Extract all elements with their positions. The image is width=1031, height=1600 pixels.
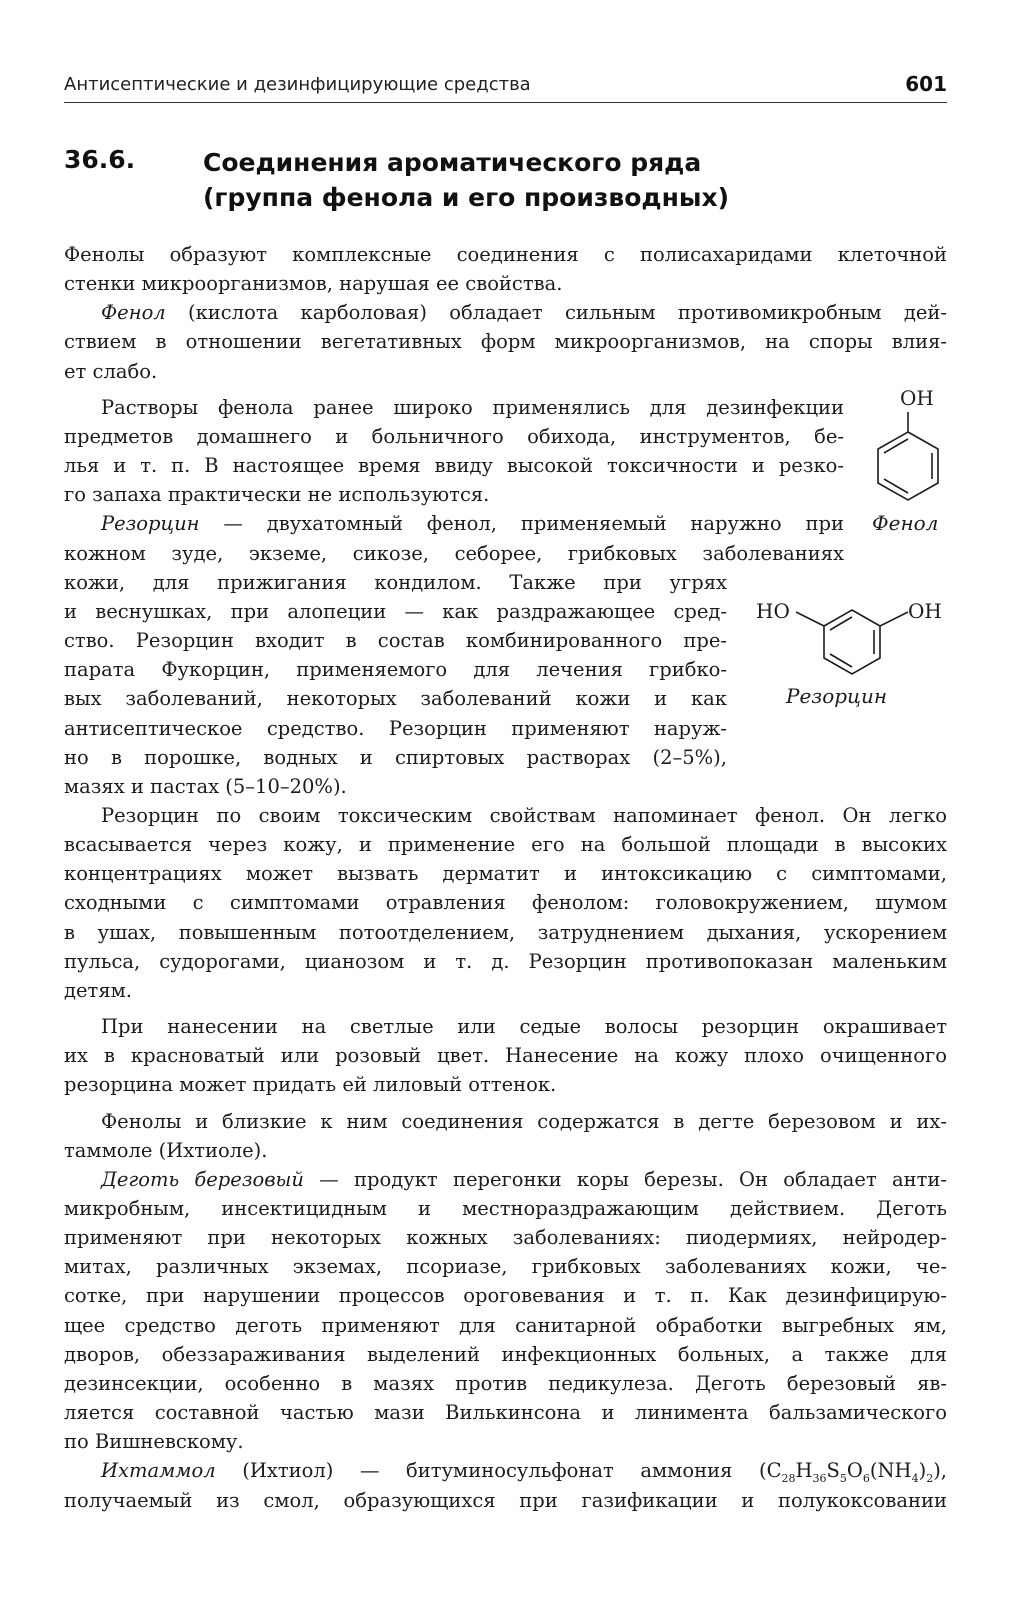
- text-line: пульса, судорогами, цианозом и т. д. Резорцин противопоказан маленьким: [64, 949, 947, 973]
- text-line: Фенолы и близкие к ним соединения содержатся в дегте березовом и их-: [101, 1109, 947, 1133]
- text-line: антисептическое средство. Резорцин применяют наруж-: [64, 716, 727, 740]
- running-header: [64, 72, 947, 103]
- paragraph: [64, 1012, 947, 1099]
- paragraph: [64, 393, 947, 510]
- text-line: ляется составной частью мази Вилькинсона и линимента бальзамического: [64, 1401, 947, 1425]
- body-text: [64, 240, 947, 1515]
- text-line: кожном зуде, экземе, сикозе, себорее, грибковых заболеваниях: [64, 541, 844, 565]
- term-italic: Фенол: [101, 301, 166, 325]
- term-italic: Ихтаммол: [101, 1459, 216, 1483]
- text-line: микробным, инсектицидным и местнораздражающим действием. Деготь: [64, 1197, 947, 1220]
- text-line: сходными с симптомами отравления фенолом: головокружением, шумом: [64, 891, 947, 915]
- text-line: Резорцин по своим токсическим свойствам напоминает фенол. Он легко: [101, 803, 947, 827]
- text-line: лья и т. п. В настоящее время ввиду высокой токсичности и резко-: [64, 454, 844, 478]
- paragraph: [64, 1456, 947, 1514]
- paragraph: [64, 1107, 947, 1165]
- text-line: [64, 1165, 947, 1194]
- text-line: вых заболеваний, некоторых заболеваний кожи и как: [64, 687, 727, 711]
- paragraph: [64, 1165, 947, 1457]
- text-line: всасывается через кожу, и применение его на большой площади в высоких: [64, 833, 947, 857]
- text-line: щее средство деготь применяют для санитарной обработки выгребных ям,: [64, 1313, 947, 1337]
- text-run: (кислота карболовая) обладает сильным противомикробным дей-: [165, 301, 947, 325]
- text-line: детям.: [64, 978, 133, 1002]
- text-line: кожи, для прижигания кондилом. Также при угрях: [64, 570, 727, 594]
- text-line: Растворы фенола ранее широко применялись для дезинфекции: [101, 395, 844, 419]
- paragraph: [64, 298, 947, 385]
- page-number: 601: [905, 72, 947, 96]
- text-line: стенки микроорганизмов, нарушая ее свойства.: [64, 272, 563, 296]
- chemical-formula: $C_{28}H_{36}S_5O_6(NH_4)_2$),: [766, 1459, 947, 1486]
- resorcinol-caption: Резорцин: [786, 684, 888, 708]
- text-line: применяют при некоторых кожных заболеваниях: пиодермиях, нейродер-: [64, 1226, 947, 1250]
- text-line: сотке, при нарушении процессов ороговевания и т. п. Как дезинфицирую-: [64, 1284, 947, 1308]
- phenol-hydroxyl-label: OH: [900, 386, 934, 410]
- phenol-caption: Фенол: [872, 511, 939, 535]
- running-title: Антисептические и дезинфицирующие средства: [64, 74, 531, 95]
- text-line: предметов домашнего и больничного обихода, инструментов, бе-: [64, 424, 844, 448]
- text-run: — продукт перегонки коры березы. Он обладает анти-: [304, 1167, 947, 1191]
- text-line: митах, различных экземах, псориазе, грибковых заболеваниях кожи, че-: [64, 1255, 947, 1279]
- text-line: ет слабо.: [64, 359, 158, 383]
- text-line: ствием в отношении вегетативных форм микроорганизмов, на споры влия-: [64, 330, 947, 354]
- text-line: дезинсекции, особенно в мазях против педикулеза. Деготь березовый яв-: [64, 1371, 947, 1395]
- text-run: — двухатомный фенол, применяемый наружно при: [199, 512, 844, 536]
- paragraph: [64, 240, 947, 298]
- section-title-line: Соединения ароматического ряда: [203, 148, 702, 177]
- text-line: ство. Резорцин входит в состав комбинированного пре-: [64, 629, 727, 653]
- section-title: [203, 145, 729, 215]
- text-line: го запаха практически не используются.: [64, 483, 490, 507]
- term-italic: Деготь березовый: [101, 1167, 304, 1191]
- text-line: по Вишневскому.: [64, 1430, 244, 1454]
- text-line: [64, 1456, 947, 1485]
- text-line: резорцина может придать ей лиловый оттенок.: [64, 1073, 557, 1097]
- paragraph: [64, 801, 947, 1005]
- section-number: 36.6.: [64, 145, 136, 174]
- resorcinol-left-hydroxyl-label: HO: [756, 599, 790, 623]
- text-line: При нанесении на светлые или седые волосы резорцин окрашивает: [101, 1015, 947, 1039]
- text-line: в ушах, повышенным потоотделением, затруднением дыхания, ускорением: [64, 920, 947, 944]
- text-line: таммоле (Ихтиоле).: [64, 1138, 268, 1162]
- text-line: мазях и пастах (5–10–20%).: [64, 774, 347, 798]
- resorcinol-right-hydroxyl-label: OH: [908, 599, 942, 623]
- term-italic: Резорцин: [101, 512, 200, 536]
- paragraph: [64, 509, 947, 801]
- text-line: [64, 298, 947, 327]
- text-run: (Ихтиол) — битуминосульфонат аммония (: [215, 1459, 767, 1483]
- text-line: Фенолы образуют комплексные соединения с полисахаридами клеточной: [64, 243, 947, 266]
- section-title-line: (группа фенола и его производных): [203, 183, 730, 212]
- text-line: парата Фукорцин, применяемого для лечения грибко-: [64, 658, 727, 682]
- text-line: дворов, обеззараживания выделений инфекционных больных, а также для: [64, 1342, 947, 1366]
- text-line: получаемый из смол, образующихся при газификации и полукоксовании: [64, 1488, 947, 1512]
- text-line: но в порошке, водных и спиртовых растворах (2–5%),: [64, 745, 727, 769]
- text-line: [64, 509, 844, 538]
- text-line: и веснушках, при алопеции — как раздражающее сред-: [64, 599, 727, 623]
- text-line: их в красноватый или розовый цвет. Нанесение на кожу плохо очищенного: [64, 1044, 947, 1068]
- text-line: концентрациях может вызвать дерматит и интоксикацию с симптомами,: [64, 862, 947, 886]
